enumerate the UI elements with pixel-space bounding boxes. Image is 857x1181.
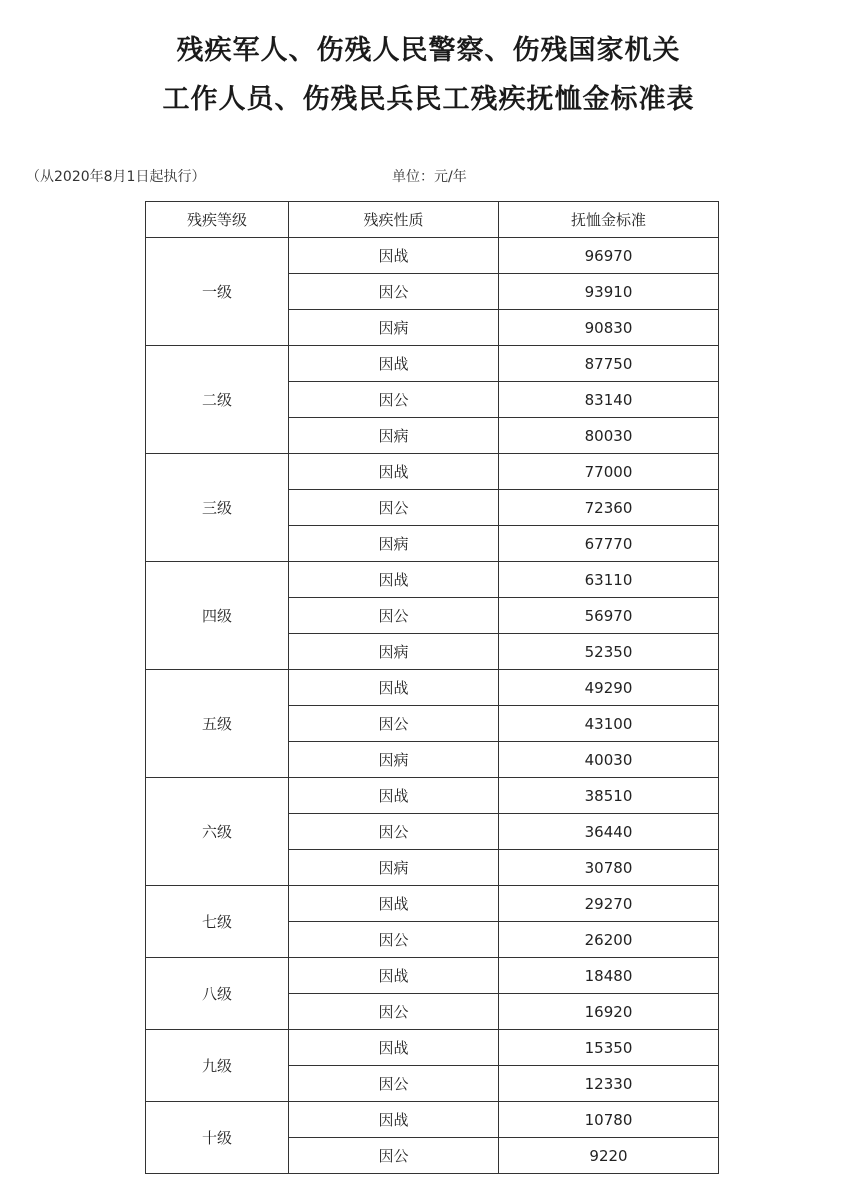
disability-nature-cell: 因公 — [289, 274, 499, 310]
table-body — [146, 238, 719, 1174]
disability-nature-cell: 因战 — [289, 562, 499, 598]
unit-note: 单位：元/年 — [392, 169, 467, 185]
pension-amount-cell: 38510 — [499, 778, 719, 814]
pension-amount-cell: 36440 — [499, 814, 719, 850]
disability-nature-cell: 因公 — [289, 382, 499, 418]
pension-amount-cell: 83140 — [499, 382, 719, 418]
disability-nature-cell: 因公 — [289, 1066, 499, 1102]
disability-level-cell: 八级 — [146, 958, 289, 1030]
table-row — [146, 958, 719, 994]
table-row — [146, 562, 719, 598]
disability-nature-cell: 因病 — [289, 850, 499, 886]
disability-nature-cell: 因病 — [289, 310, 499, 346]
disability-level-cell: 六级 — [146, 778, 289, 886]
pension-amount-cell: 40030 — [499, 742, 719, 778]
table-row — [146, 1030, 719, 1066]
disability-nature-cell: 因病 — [289, 418, 499, 454]
pension-amount-cell: 77000 — [499, 454, 719, 490]
disability-level-cell: 九级 — [146, 1030, 289, 1102]
disability-nature-cell: 因病 — [289, 526, 499, 562]
table-row — [146, 778, 719, 814]
pension-amount-cell: 9220 — [499, 1138, 719, 1174]
pension-amount-cell: 18480 — [499, 958, 719, 994]
disability-nature-cell: 因公 — [289, 994, 499, 1030]
disability-nature-cell: 因战 — [289, 346, 499, 382]
disability-nature-cell: 因公 — [289, 490, 499, 526]
table-row — [146, 886, 719, 922]
pension-amount-cell: 56970 — [499, 598, 719, 634]
disability-level-cell: 五级 — [146, 670, 289, 778]
disability-level-cell: 十级 — [146, 1102, 289, 1174]
disability-nature-cell: 因公 — [289, 922, 499, 958]
page-title-line-2: 工作人员、伤残民兵民工残疾抚恤金标准表 — [162, 84, 695, 115]
pension-amount-cell: 67770 — [499, 526, 719, 562]
disability-nature-cell: 因战 — [289, 1102, 499, 1138]
pension-amount-cell: 96970 — [499, 238, 719, 274]
disability-nature-cell: 因战 — [289, 1030, 499, 1066]
pension-amount-cell: 15350 — [499, 1030, 719, 1066]
pension-standard-table — [145, 201, 719, 1174]
disability-level-cell: 二级 — [146, 346, 289, 454]
pension-amount-cell: 26200 — [499, 922, 719, 958]
disability-level-cell: 三级 — [146, 454, 289, 562]
pension-amount-cell: 30780 — [499, 850, 719, 886]
header-standard: 抚恤金标准 — [499, 202, 719, 238]
disability-nature-cell: 因公 — [289, 814, 499, 850]
table-header-row — [146, 202, 719, 238]
disability-nature-cell: 因病 — [289, 634, 499, 670]
pension-amount-cell: 43100 — [499, 706, 719, 742]
page-title-line-1: 残疾军人、伤残人民警察、伤残国家机关 — [176, 35, 681, 66]
pension-amount-cell: 90830 — [499, 310, 719, 346]
disability-nature-cell: 因战 — [289, 238, 499, 274]
pension-amount-cell: 29270 — [499, 886, 719, 922]
pension-amount-cell: 72360 — [499, 490, 719, 526]
disability-nature-cell: 因战 — [289, 778, 499, 814]
pension-amount-cell: 87750 — [499, 346, 719, 382]
pension-amount-cell: 49290 — [499, 670, 719, 706]
pension-amount-cell: 80030 — [499, 418, 719, 454]
disability-nature-cell: 因战 — [289, 886, 499, 922]
disability-level-cell: 一级 — [146, 238, 289, 346]
disability-nature-cell: 因公 — [289, 1138, 499, 1174]
table-row — [146, 1102, 719, 1138]
table-row — [146, 670, 719, 706]
disability-level-cell: 七级 — [146, 886, 289, 958]
disability-nature-cell: 因病 — [289, 742, 499, 778]
table-row — [146, 346, 719, 382]
disability-nature-cell: 因战 — [289, 670, 499, 706]
table-row — [146, 454, 719, 490]
pension-amount-cell: 10780 — [499, 1102, 719, 1138]
pension-amount-cell: 93910 — [499, 274, 719, 310]
disability-nature-cell: 因战 — [289, 454, 499, 490]
disability-level-cell: 四级 — [146, 562, 289, 670]
pension-amount-cell: 63110 — [499, 562, 719, 598]
header-level: 残疾等级 — [146, 202, 289, 238]
disability-nature-cell: 因公 — [289, 706, 499, 742]
pension-amount-cell: 16920 — [499, 994, 719, 1030]
table-row — [146, 238, 719, 274]
disability-nature-cell: 因战 — [289, 958, 499, 994]
pension-amount-cell: 12330 — [499, 1066, 719, 1102]
effective-date-note: （从2020年8月1日起执行） — [26, 169, 206, 185]
disability-nature-cell: 因公 — [289, 598, 499, 634]
pension-amount-cell: 52350 — [499, 634, 719, 670]
header-nature: 残疾性质 — [289, 202, 499, 238]
